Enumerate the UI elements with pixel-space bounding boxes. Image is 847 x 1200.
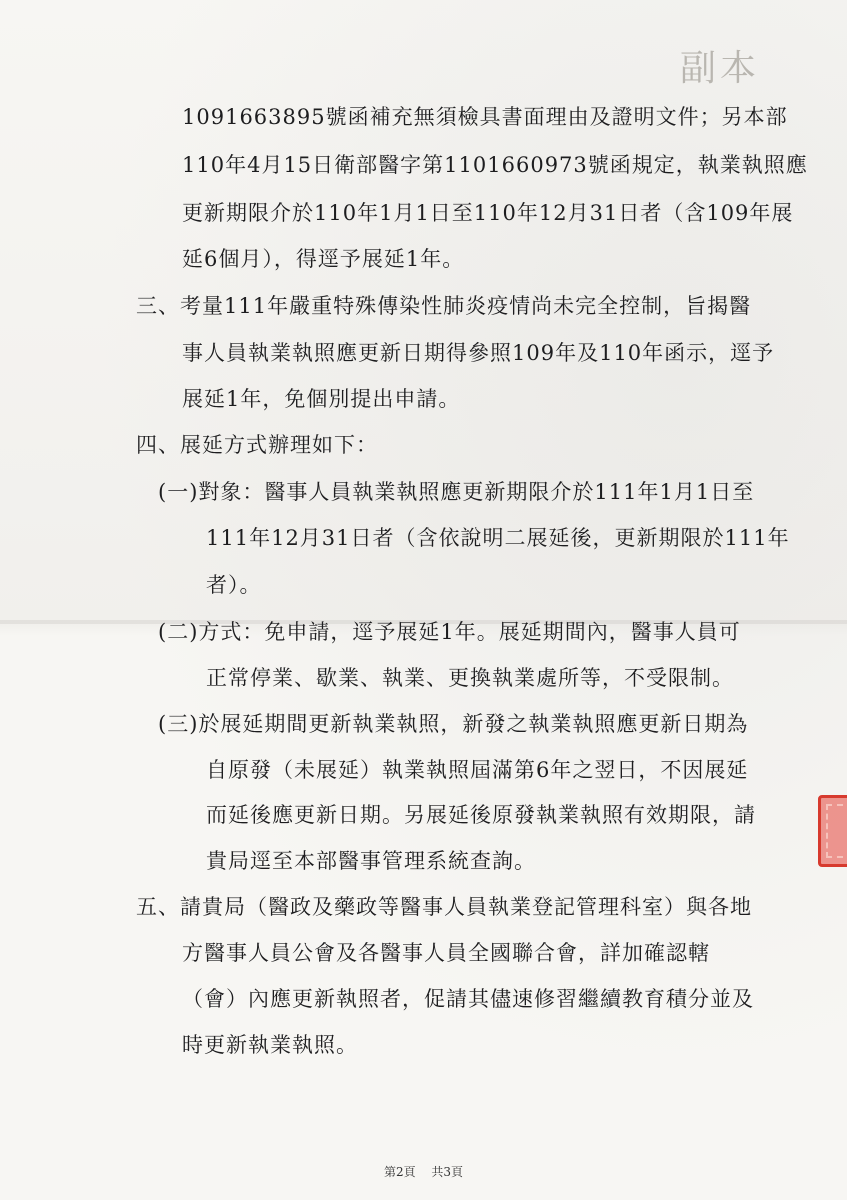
text-line: 1091663895號函補充無須檢具書面理由及證明文件；另本部: [182, 105, 788, 129]
text-line: 110年4月15日衛部醫字第1101660973號函規定，執業執照應: [182, 153, 808, 177]
text-line: 事人員執業執照應更新日期得參照109年及110年函示，逕予: [182, 341, 775, 365]
text-line: 正常停業、歇業、執業、更換執業處所等，不受限制。: [206, 666, 734, 690]
text-line: 貴局逕至本部醫事管理系統查詢。: [206, 849, 536, 873]
item-two: (二)方式：免申請，逕予展延1年。展延期間內，醫事人員可: [158, 620, 741, 644]
item-three: (三)於展延期間更新執業執照，新發之執業執照應更新日期為: [158, 712, 749, 736]
text-line: 方醫事人員公會及各醫事人員全國聯合會，詳加確認轄: [182, 941, 710, 965]
text-line: 而延後應更新日期。另展延後原發執業執照有效期限，請: [206, 803, 756, 827]
section-four: 四、展延方式辦理如下：: [136, 433, 378, 457]
text-line: 展延1年，免個別提出申請。: [182, 387, 461, 411]
page-footer: [0, 1163, 847, 1180]
page-number: 第2頁: [383, 1165, 416, 1179]
text-line: 111年12月31日者（含依說明二展延後，更新期限於111年: [206, 526, 790, 550]
red-seal: [818, 795, 847, 867]
copy-stamp: 副本: [680, 48, 761, 89]
text-line: 時更新執業執照。: [182, 1033, 358, 1057]
text-line: （會）內應更新執照者，促請其儘速修習繼續教育積分並及: [182, 987, 754, 1011]
section-three: 三、考量111年嚴重特殊傳染性肺炎疫情尚未完全控制，旨揭醫: [136, 294, 752, 318]
text-line: 自原發（未展延）執業執照屆滿第6年之翌日，不因展延: [206, 758, 749, 782]
text-line: 延6個月），得逕予展延1年。: [182, 247, 465, 271]
section-five: 五、請貴局（醫政及藥政等醫事人員執業登記管理科室）與各地: [136, 895, 752, 919]
item-one: (一)對象：醫事人員執業執照應更新期限介於111年1月1日至: [158, 480, 755, 504]
text-line: 者）。: [206, 573, 262, 597]
page-total: 共3頁: [431, 1165, 464, 1179]
text-line: 更新期限介於110年1月1日至110年12月31日者（含109年展: [182, 201, 794, 225]
